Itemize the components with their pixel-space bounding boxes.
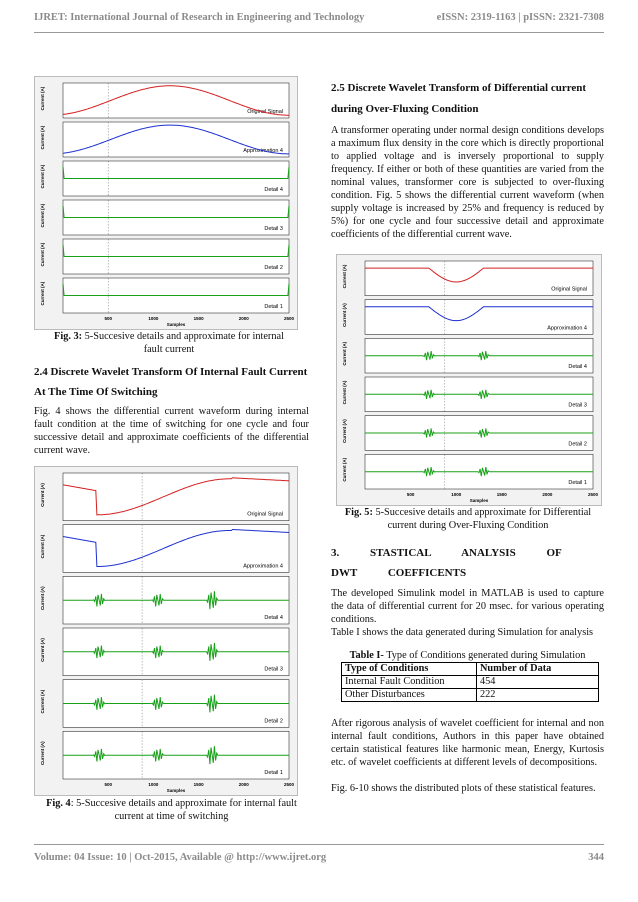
page-header [34,12,604,26]
subplot-panel [342,261,593,296]
section-heading: 2.4 Discrete Wavelet Transform Of Internal Fault Current At The Time Of Switching [34,366,308,398]
y-axis-label: Current (A) [40,203,45,228]
table-cell: 454 [477,676,599,689]
x-tick-label: 2500 [283,316,295,321]
section-paragraph: The developed Simulink model in MATLAB is used to capture the data of differential current for 20 msec. for various operating conditions. [331,588,604,625]
table-cell: Internal Fault Condition [342,676,477,689]
section-paragraph: Fig. 6-10 shows the distributed plots of these statistical features. [331,783,596,794]
subplot-panel [40,278,289,313]
page-footer [34,852,604,863]
subplot-panel [342,454,593,489]
figure-4 [34,466,298,796]
y-axis-label: Current (A) [40,242,45,267]
table-cell: Other Disturbances [342,689,477,702]
subplot-panel [40,628,289,676]
x-tick-label: 1500 [193,782,204,787]
y-axis-label: Current (A) [40,638,45,662]
panel-label: Detail 3 [264,666,283,673]
x-tick-label: 1000 [451,492,462,497]
fig5-plot [337,255,601,505]
y-axis-label: Current (A) [40,586,45,611]
table-1 [341,662,599,702]
caption-text: : 5-Succesive details and approximate for internal fault current at time of switching [70,798,297,822]
section-2-5 [331,78,604,241]
x-tick-label: 2500 [587,492,599,497]
subplot-panel [40,83,289,118]
table-header-cell: Type of Conditions [342,663,477,676]
figure-3 [34,76,298,330]
x-tick-label: 2500 [283,782,295,787]
subplot-panel [40,680,289,728]
header-rule [34,32,604,33]
journal-title: IJRET: International Journal of Research in Engineering and Technology [34,12,365,23]
panel-label: Approximation 4 [547,325,587,332]
subplot-panel [40,122,289,157]
panel-label: Original Signal [247,511,283,518]
issn: eISSN: 2319-1163 | pISSN: 2321-7308 [436,12,604,23]
panel-label: Detail 1 [264,304,283,310]
panel-label: Detail 4 [264,615,283,621]
panel-label: Original Signal [247,109,283,115]
panel-label: Detail 2 [264,265,283,271]
table-1-caption [331,649,604,662]
page-number: 344 [588,852,604,863]
table-cell: 222 [477,689,599,702]
x-tick-label: 500 [104,316,112,321]
footer-volume: Volume: 04 Issue: 10 | Oct-2015, Available @ http://www.ijret.org [34,852,327,863]
x-axis-label: Samples [166,322,186,327]
subplot-panel [40,239,289,274]
table-row [342,676,599,689]
table-header-row [342,663,599,676]
fig4-plot [35,467,297,795]
y-axis-label: Current (A) [342,419,347,443]
y-axis-label: Current (A) [342,380,347,405]
caption-label: Fig. 5: [344,507,373,518]
y-axis-label: Current (A) [40,689,45,714]
section-3 [331,543,604,795]
section-heading: 3. STASTICAL ANALYSIS OF DWT COEFFICENTS [331,547,562,579]
y-axis-label: Current (A) [40,741,45,766]
subplot-panel [40,473,289,521]
y-axis-label: Current (A) [40,125,45,150]
subplot-panel [40,161,289,196]
x-tick-label: 500 [104,782,112,787]
x-tick-label: 1000 [148,782,159,787]
caption-text: 5-Succesive details and approximate for Differential current during Over-Fluxing Condition [372,507,592,531]
panel-label: Approximation 4 [243,148,283,154]
x-axis-label: Samples [469,498,489,503]
subplot-panel [342,338,593,373]
table-row [342,689,599,702]
x-tick-label: 1000 [148,316,159,321]
panel-label: Original Signal [551,286,587,293]
section-paragraph: Table I shows the data generated during Simulation for analysis [331,627,594,638]
subplot-panel [40,731,289,779]
fig3-plot [35,77,297,329]
y-axis-label: Current (A) [342,457,347,482]
panel-label: Detail 4 [568,364,587,370]
y-axis-label: Current (A) [342,303,347,327]
x-tick-label: 2000 [238,316,249,321]
panel-label: Detail 2 [568,441,587,448]
footer-rule [34,844,604,845]
caption-label: Table I- [349,650,384,661]
section-heading: 2.5 Discrete Wavelet Transform of Differential current during Over-Fluxing Condition [331,82,587,115]
subplot-panel [342,416,593,451]
panel-label: Detail 3 [264,226,283,232]
x-tick-label: 2000 [542,492,553,497]
figure-5-caption [336,506,600,532]
panel-label: Detail 1 [264,770,283,776]
panel-label: Detail 3 [568,402,587,409]
subplot-panel [40,576,289,624]
section-body: A transformer operating under normal design conditions develops a maximum flux density in the core which is directly proportional to applied voltage and is inversely proportional to supply frequency. If either or both of these quantities are varied from the nominal values, transformer core is subjected to over-fluxing condition. Fig. 5 shows the differential current waveform (when supply voltage is increased by 25% and frequency is reduced by 5%) for one cycle and four successive detail and approximate coefficients of the differential current wave. [331,125,604,240]
y-axis-label: Current (A) [40,534,45,559]
y-axis-label: Current (A) [40,281,45,306]
x-tick-label: 500 [406,492,415,497]
y-axis-label: Current (A) [342,264,347,289]
figure-5 [336,254,602,506]
panel-label: Approximation 4 [243,563,283,570]
caption-label: Fig. 4 [46,798,71,809]
y-axis-label: Current (A) [40,164,45,189]
figure-4-caption [34,797,309,823]
subplot-panel [40,200,289,235]
panel-label: Detail 2 [264,718,283,725]
x-tick-label: 1500 [193,316,204,321]
section-paragraph: After rigorous analysis of wavelet coefficient for internal and non internal fault conditions, Authors in this paper have obtained certain statistical features like harmonic mean, Energy, Kurtosis etc. of wavelet coefficients at different levels of decompositions. [331,718,604,768]
x-axis-label: Samples [166,788,186,793]
y-axis-label: Current (A) [40,86,45,111]
y-axis-label: Current (A) [342,341,347,366]
caption-text: Type of Conditions generated during Simulation [383,650,586,661]
panel-label: Detail 4 [264,187,283,193]
table-header-cell: Number of Data [477,663,599,676]
subplot-panel [342,377,593,412]
caption-text: 5-Succesive details and approximate for internal fault current [82,331,284,355]
x-tick-label: 1500 [496,492,507,497]
subplot-panel [40,525,289,573]
x-tick-label: 2000 [238,782,249,787]
section-2-4 [34,362,309,457]
caption-label: Fig. 3: [54,331,83,342]
section-body: Fig. 4 shows the differential current waveform during internal fault condition at the time of switching for one cycle and four successive detail and approximate coefficients of the differential current wave. [34,406,309,456]
figure-3-caption [44,330,294,356]
y-axis-label: Current (A) [40,483,45,507]
panel-label: Detail 1 [568,480,587,486]
subplot-panel [342,300,593,335]
